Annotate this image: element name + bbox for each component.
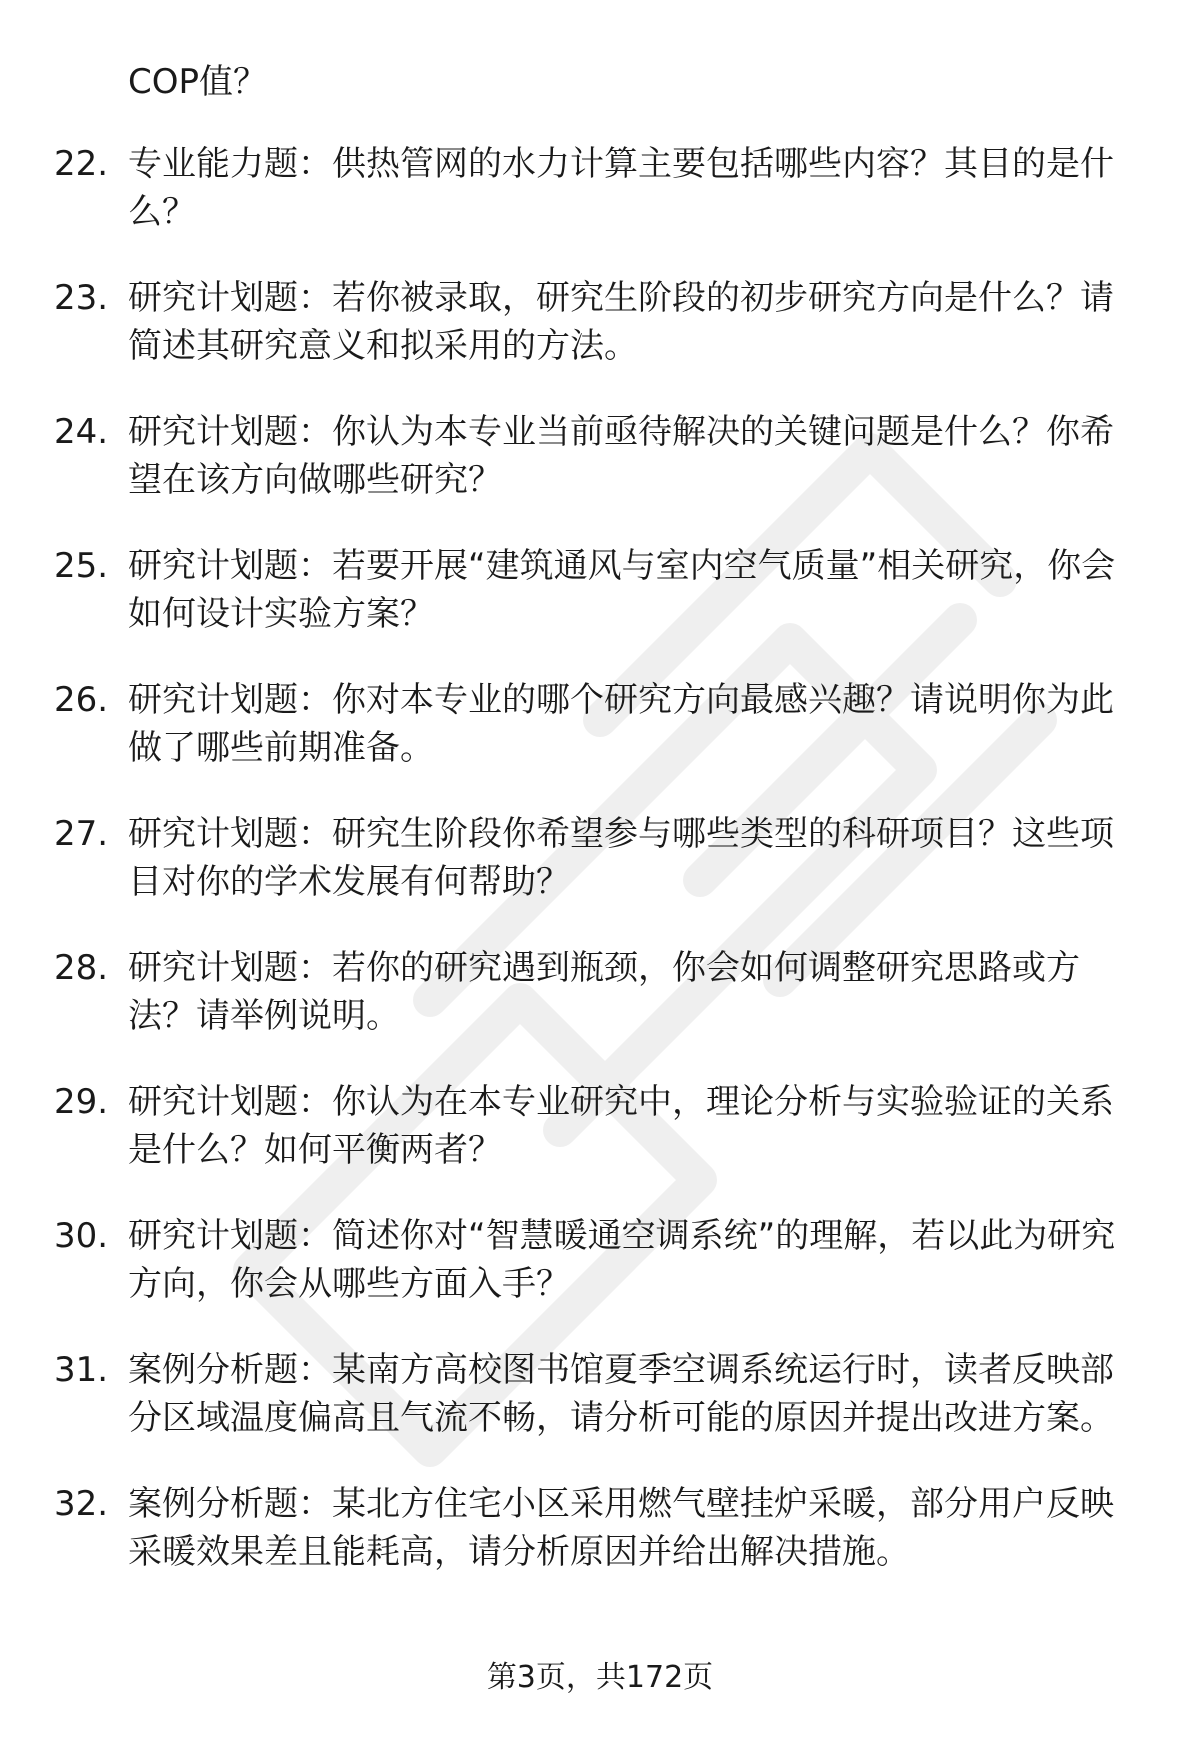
question-text: 研究计划题：简述你对“智慧暖通空调系统”的理解，若以此为研究方向，你会从哪些方面入手？: [128, 1216, 1116, 1304]
question-number: 25.: [54, 546, 109, 586]
question-text: 研究计划题：若你被录取，研究生阶段的初步研究方向是什么？请简述其研究意义和拟采用的方法。: [128, 278, 1114, 366]
question-item: [0, 542, 1200, 638]
question-number: 27.: [54, 814, 109, 854]
question-number: 28.: [54, 948, 109, 988]
question-number: 24.: [54, 412, 109, 452]
question-number: 29.: [54, 1082, 109, 1122]
question-item: [0, 810, 1200, 906]
question-number: 26.: [54, 680, 109, 720]
question-text: 案例分析题：某南方高校图书馆夏季空调系统运行时，读者反映部分区域温度偏高且气流不畅，请分析可能的原因并提出改进方案。: [128, 1350, 1114, 1438]
question-text: 研究计划题：你认为本专业当前亟待解决的关键问题是什么？你希望在该方向做哪些研究？: [128, 412, 1114, 500]
question-item: [0, 140, 1200, 236]
question-item: [0, 1212, 1200, 1308]
question-item: [0, 1480, 1200, 1576]
question-item: [0, 408, 1200, 504]
question-number: 31.: [54, 1350, 109, 1390]
question-item: [0, 1346, 1200, 1442]
question-text: 研究计划题：若你的研究遇到瓶颈，你会如何调整研究思路或方法？请举例说明。: [128, 948, 1080, 1036]
question-text: 研究计划题：若要开展“建筑通风与室内空气质量”相关研究，你会如何设计实验方案？: [128, 546, 1116, 634]
question-text: 研究计划题：你认为在本专业研究中，理论分析与实验验证的关系是什么？如何平衡两者？: [128, 1082, 1114, 1170]
question-list: [0, 140, 1200, 1614]
question-item: [0, 274, 1200, 370]
question-item: [0, 676, 1200, 772]
question-text: 专业能力题：供热管网的水力计算主要包括哪些内容？其目的是什么？: [128, 144, 1114, 232]
question-text: 研究计划题：研究生阶段你希望参与哪些类型的科研项目？这些项目对你的学术发展有何帮助？: [128, 814, 1114, 902]
question-number: 22.: [54, 144, 109, 184]
question-number: 23.: [54, 278, 109, 318]
page-footer: 第3页，共172页: [486, 1660, 714, 1695]
question-item: [0, 1078, 1200, 1174]
continuation-text: COP值？: [128, 62, 268, 102]
question-number: 32.: [54, 1484, 109, 1524]
question-number: 30.: [54, 1216, 109, 1256]
question-item: [0, 944, 1200, 1040]
question-text: 案例分析题：某北方住宅小区采用燃气壁挂炉采暖，部分用户反映采暖效果差且能耗高，请分析原因并给出解决措施。: [128, 1484, 1114, 1572]
question-text: 研究计划题：你对本专业的哪个研究方向最感兴趣？请说明你为此做了哪些前期准备。: [128, 680, 1114, 768]
